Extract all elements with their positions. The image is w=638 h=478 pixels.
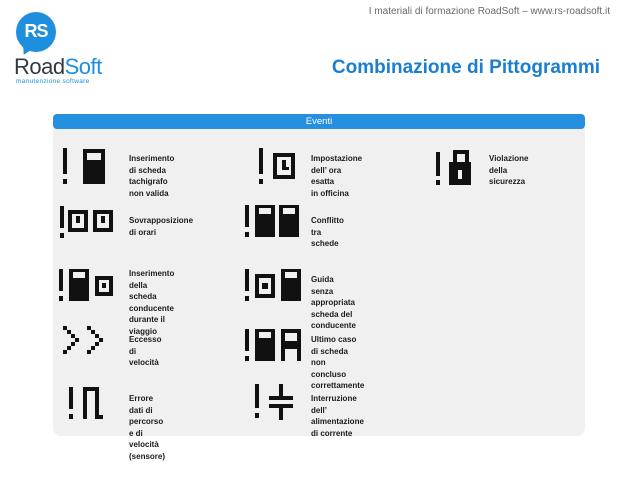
roadsoft-logo[interactable]: [14, 12, 124, 85]
event-label: Inserimento di scheda tachigrafo non valida: [129, 154, 175, 198]
page-title: Combinazione di Pittogrammi: [331, 57, 600, 78]
logo-brand: [14, 54, 102, 80]
events-panel: [53, 114, 585, 461]
header-text: I materiali di formazione RoadSoft – www.rs-roadsoft.it: [368, 6, 610, 17]
event-label: Inserimento della scheda conducente durante il viaggio: [129, 269, 175, 336]
power-interruption-icon: [249, 382, 299, 424]
last-card-session-icon: [241, 326, 305, 366]
event-label: Interruzione dell’ alimentazione di corrente: [311, 394, 364, 438]
driving-without-card-icon: [241, 266, 305, 306]
overspeed-icon: [59, 324, 115, 358]
motion-data-error-icon: [61, 384, 111, 422]
event-label: Conflitto tra schede: [311, 216, 344, 248]
logo-tagline: manutenzione software: [16, 78, 90, 85]
time-overlap-icon: [57, 206, 121, 242]
event-label: Impostazione dell’ ora esatta in officina: [311, 154, 363, 198]
events-panel-heading: Eventi: [53, 114, 585, 129]
event-label: Errore dati di percorso e di velocità (sensore): [129, 394, 166, 461]
logo-brand-soft: Soft: [64, 54, 102, 79]
event-label: Guida senza appropriata scheda del conducente: [311, 275, 356, 330]
event-label: Eccesso di velocità: [129, 335, 162, 367]
event-label: Violazione della sicurezza: [489, 154, 529, 186]
event-label: Ultimo caso di scheda non concluso correttamente: [311, 335, 365, 390]
logo-brand-road: Road: [14, 54, 65, 79]
logo-mark: RS: [24, 21, 48, 41]
event-label: Sovrapposizione di orari: [129, 216, 194, 237]
card-insertion-driving-icon: [57, 266, 121, 306]
security-violation-icon: [433, 148, 483, 188]
time-adjustment-icon: [255, 148, 305, 188]
card-conflict-icon: [241, 202, 305, 242]
card-insertion-invalid-icon: [61, 148, 111, 188]
